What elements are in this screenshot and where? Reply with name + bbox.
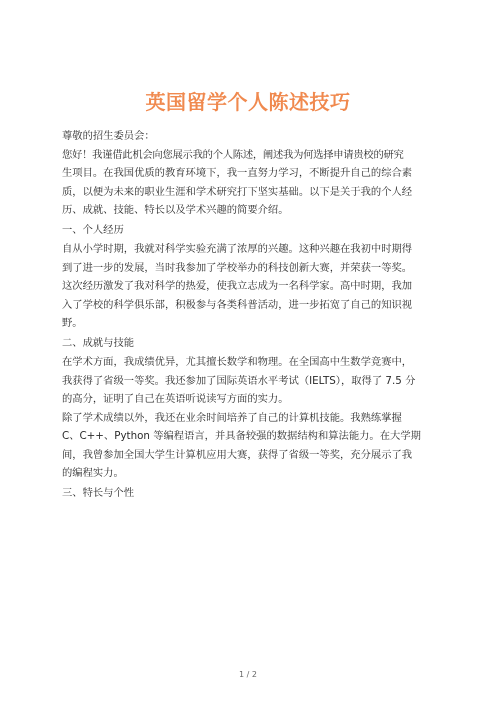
body-text-line: 到了进一步的发展，当时我参加了学校举办的科技创新大赛，并荣获一等奖。 (62, 261, 413, 274)
body-text-line: 的高分，证明了自己在英语听说读写方面的实力。 (62, 393, 289, 405)
body-text-line: 在学术方面，我成绩优异，尤其擅长数学和物理。在全国高中生数学竞赛中， (62, 356, 413, 368)
section-heading: 一、个人经历 (62, 223, 124, 236)
body-text-line: 质，以便为未来的职业生涯和学术研究打下坚实基础。以下是关于我的个人经 (62, 185, 413, 198)
body-text-line: 您好！我谨借此机会向您展示我的个人陈述，阐述我为何选择申请贵校的研究 (62, 148, 404, 161)
page-number: 1 / 2 (239, 670, 257, 679)
body-text-line: 间，我曾参加全国大学生计算机应用大赛，获得了省级一等奖，充分展示了我 (62, 448, 413, 461)
body-text-line: 这次经历激发了我对科学的热爱，使我立志成为一名科学家。高中时期，我加 (62, 280, 413, 292)
body-text-line: C、C++、Python 等编程语言，并具备较强的数据结构和算法能力。在大学期 (62, 430, 421, 442)
body-text-line: 的编程实力。 (62, 467, 124, 479)
section-heading: 二、成就与技能 (62, 336, 135, 349)
body-text-line: 除了学术成绩以外，我还在业余时间培养了自己的计算机技能。我熟练掌握 (62, 411, 402, 424)
document-title: 英国留学个人陈述技巧 (145, 90, 351, 114)
salutation-line: 尊敬的招生委员会： (62, 130, 155, 142)
document-body (62, 127, 436, 503)
body-text-line: 历、成就、技能、特长以及学术兴趣的简要介绍。 (62, 204, 289, 216)
body-text-line: 自从小学时期，我就对科学实验充满了浓厚的兴趣。这种兴趣在我初中时期得 (62, 243, 413, 255)
body-text-line: 野。 (62, 317, 83, 329)
body-text-line: 生项目。在我国优质的教育环境下，我一直努力学习，不断提升自己的综合素 (62, 167, 413, 179)
section-heading: 三、特长与个性 (62, 486, 135, 499)
body-text-line: 我获得了省级一等奖。我还参加了国际英语水平考试（IELTS），取得了 7.5 分 (62, 374, 416, 387)
body-text-line: 入了学校的科学俱乐部，积极参与各类科普活动，进一步拓宽了自己的知识视 (62, 298, 413, 311)
